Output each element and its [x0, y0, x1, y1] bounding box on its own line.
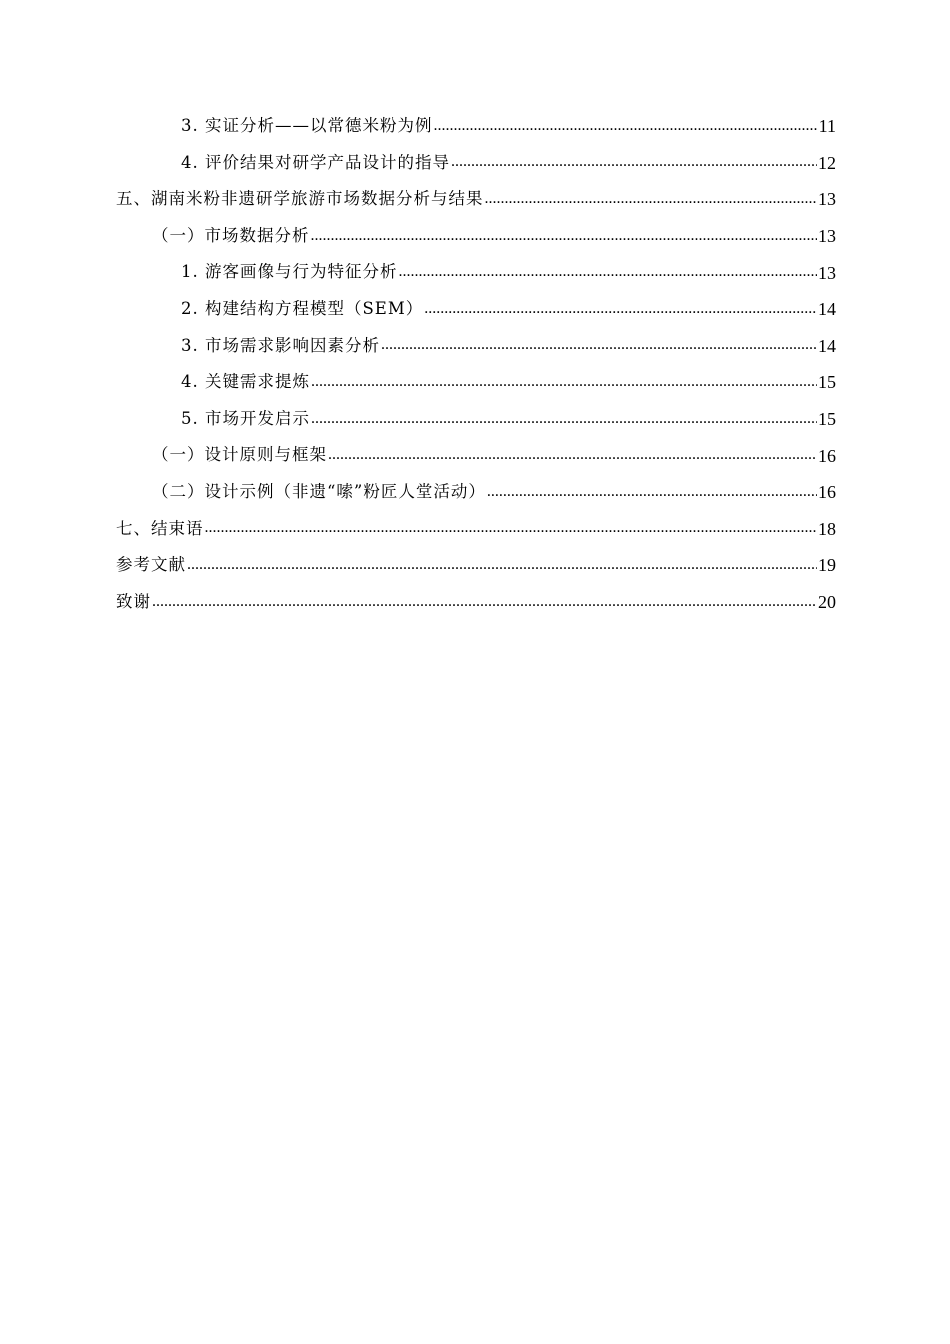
- toc-entry-page: 20: [818, 592, 836, 613]
- toc-leader-dots: [311, 410, 817, 427]
- toc-entry-title: 五、湖南米粉非遗研学旅游市场数据分析与结果: [116, 189, 484, 209]
- toc-entry-page: 16: [818, 445, 836, 466]
- toc-entry-page: 18: [818, 518, 836, 539]
- toc-entry-title: 致谢: [116, 591, 151, 611]
- toc-leader-dots: [399, 263, 818, 280]
- toc-entry-page: 15: [818, 372, 836, 393]
- toc-leader-dots: [311, 373, 817, 390]
- toc-leader-dots: [187, 556, 817, 573]
- toc-entry[interactable]: [0, 108, 950, 145]
- toc-leader-dots: [381, 336, 817, 353]
- toc-entry-page: 12: [818, 152, 836, 173]
- toc-entry-title: 参考文献: [116, 555, 186, 575]
- toc-leader-dots: [434, 117, 818, 134]
- toc-entry[interactable]: [0, 145, 950, 182]
- toc-leader-dots: [424, 300, 817, 317]
- toc-entry-page: 13: [818, 189, 836, 210]
- toc-entry[interactable]: [0, 254, 950, 291]
- toc-entry-title: （二）设计示例（非遗“嗦”粉匠人堂活动）: [152, 481, 486, 501]
- toc-entry[interactable]: [0, 474, 950, 511]
- toc-leader-dots: [485, 190, 818, 207]
- toc-leader-dots: [451, 153, 817, 170]
- toc-entry-title: 3. 市场需求影响因素分析: [181, 335, 380, 355]
- toc-entry-title: 4. 评价结果对研学产品设计的指导: [181, 152, 450, 172]
- toc-entry-title: 5. 市场开发启示: [181, 408, 310, 428]
- toc-entry[interactable]: [0, 328, 950, 365]
- toc-entry[interactable]: [0, 218, 950, 255]
- toc-entry-title: 2. 构建结构方程模型（SEM）: [181, 299, 424, 319]
- toc-entry[interactable]: [0, 437, 950, 474]
- toc-entry-page: 13: [818, 262, 836, 283]
- toc-entry-page: 11: [818, 116, 836, 137]
- toc-entry-title: 1. 游客画像与行为特征分析: [181, 262, 398, 282]
- toc-entry[interactable]: [0, 181, 950, 218]
- toc-entry[interactable]: [0, 364, 950, 401]
- toc-entry-title: （一）设计原则与框架: [152, 445, 327, 465]
- toc-entry[interactable]: [0, 511, 950, 548]
- toc-leader-dots: [205, 519, 818, 536]
- toc-entry-page: 14: [818, 335, 836, 356]
- toc-entry[interactable]: [0, 291, 950, 328]
- toc-entry-page: 16: [818, 482, 836, 503]
- toc-entry-title: （一）市场数据分析: [152, 225, 310, 245]
- toc-leader-dots: [152, 593, 817, 610]
- toc-entry-title: 4. 关键需求提炼: [181, 372, 310, 392]
- toc-entry-page: 15: [818, 409, 836, 430]
- toc-entry[interactable]: [0, 584, 950, 621]
- toc-leader-dots: [311, 227, 818, 244]
- toc-entry[interactable]: [0, 547, 950, 584]
- toc-entry[interactable]: [0, 401, 950, 438]
- table-of-contents: [0, 108, 950, 620]
- toc-entry-page: 19: [818, 555, 836, 576]
- toc-entry-title: 3. 实证分析——以常德米粉为例: [181, 116, 433, 136]
- toc-leader-dots: [487, 483, 817, 500]
- toc-entry-page: 13: [818, 226, 836, 247]
- toc-entry-title: 七、结束语: [116, 518, 204, 538]
- toc-entry-page: 14: [818, 299, 836, 320]
- toc-leader-dots: [328, 446, 817, 463]
